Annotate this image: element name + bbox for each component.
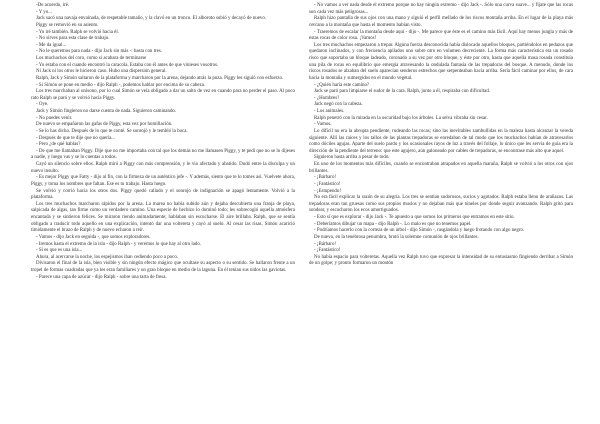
- paragraph: Siguieron hasta arriba a pesar de todo.: [314, 155, 390, 161]
- paragraph: En uno de los momentos más difíciles, cuando se encontraban atrapados en aquella maraña, Ralph se volvió a los otros con ojos brillantes.: [309, 162, 573, 174]
- paragraph: - Esto sí que es explorar - dijo Jack -. Te apuesto a que somos los primeros que entramos en este sitio.: [314, 215, 515, 220]
- paragraph: - ¿Hombres?: [314, 95, 340, 101]
- paragraph: - Me da igual...: [36, 42, 67, 48]
- paragraph: - ¡Fantástico!: [314, 248, 341, 254]
- paragraph: - Es mejor Piggy que Fatty - dijo al fin, con la firmeza de un auténtico jefe -. Y además, siento que te lo tomes así. Vuelvete ahora, Piggy, y toma los nombres que faltan. Ese es tu trabajo. Hasta luego.: [31, 175, 295, 187]
- paragraph: - Oye.: [36, 102, 49, 108]
- paragraph: Se volvió y corrió hacia los otros dos. Piggy quedó callado y el sonrojo de indignación se apagó lentamente. Volvió a la plataforma.: [31, 188, 295, 201]
- paragraph: - ¡Estupendo!: [314, 188, 342, 194]
- paragraph: - Iremos hasta el extremo de la isla - dijo Ralph - y veremos lo que hay al otro lado.: [36, 241, 202, 247]
- paragraph: Jack negó con la cabeza.: [314, 102, 363, 108]
- paragraph: - ¡Bárbaro!: [314, 175, 337, 181]
- paragraph: - ¿Quién haría este camino?: [314, 82, 370, 88]
- paragraph: Los muchachos del coro, como si acabara de terminarse: [36, 56, 147, 61]
- paragraph: - No le queremos para nada - dijo Jack sin más -: basta con tres.: [36, 49, 163, 55]
- paragraph: - Pero ¿de qué hablas?: [36, 142, 81, 148]
- paragraph: Jack se paró para limpiarse el sudor de la cara. Ralph, junto a él, respiraba con dificultad.: [314, 89, 491, 95]
- paragraph: - Si es que es una isla...: [36, 248, 83, 254]
- paragraph: Ralph penetró con la mirada en la oscuridad bajo los árboles. La selva vibraba sin cesar.: [314, 115, 488, 121]
- paragraph: - ¡Fantástico!: [314, 181, 341, 187]
- paragraph: Ralph, Jack y Simón saltaron de la plataforma y marcharon por la arena, dejando atrás la poza. Piggy les siguió con esfuerzo.: [36, 75, 284, 81]
- paragraph: -De acuerdo, iré.: [36, 3, 70, 8]
- paragraph: - Yo estaba con el cuando encontró la caracola. Estaba con él antes de que vinieses vosotros.: [36, 62, 219, 68]
- paragraph: Los tres muchachos empezaron a trepar. Alguna fuerza desconocida había dislocado aquellos bloques, partiéndolos en pedazos que quedaron inclinados, y con frecuencia apilados uno sobre otro en volumen decreciente. La forma más característica era un rosado risco que soportaba un bloque ladeado, coronado a su vez por otro bloque, y éste por otro, hasta que aquella masa rosada constituía una pila de rocas en equilibrio que emergía atravesando la ondulada fantasía de las trepadoras del bosque. A menudo, donde los riscos rosados se alzaban del suelo aparecían senderos estrechos que serpenteaban hacia arriba. Sería fácil caminar por ellos, de cara hacia la montaña y sumergidos en el mundo vegetal.: [309, 42, 573, 81]
- right-column: [309, 3, 573, 424]
- paragraph: - Parece una capa de azúcar - dijo Ralph - sobre una tarta de fresa.: [36, 274, 167, 280]
- paragraph: Ni Jack ni los otros le hicieron caso. Hubo una dispersión general.: [36, 69, 167, 75]
- paragraph: - Traeremos de escalar la montaña desde aquí - dijo -. Me parece que éste es el camino más fácil. Aquí hay menos jungla y más de estas rocas de color rosa. ¡Vamos!: [309, 29, 573, 42]
- paragraph: Jack y Simón fingieron no darse cuenta de nada. Siguieron caminando.: [36, 109, 177, 114]
- paragraph: - Yo iré también. Ralph se volvió hacia él.: [36, 29, 119, 35]
- paragraph: Jack sacó una navaja envainada, de respetable tamaño, y la clavó en un tronco. El alboroto subió y decayó de nuevo.: [36, 16, 267, 22]
- paragraph: - No vamos a ver nada desde el extremo porque no hay ningún extremo - dijo Jack -. Sólo una curva suave... y fíjate que las rocas son cada vez más peligrosas...: [309, 3, 573, 15]
- paragraph: No era fácil explicar la razón de su alegría. Los tres se sentían sudorosos, sucios y agotados. Ralph estaba lleno de arañazos. Las trepadoras eran tan gruesas como sus propios muslos y no dejaban más que túneles por donde seguir avanzando. Ralph gritó para sondear, y escucharon los ecos amortiguados.: [309, 195, 573, 214]
- paragraph: - De que me llamaban Piggy. Dije que no me importaba con tal que los demás no me llamasen Piggy, y te pedí que no se lo dijeses a nadie, y luego vas y se lo cuentas a todos.: [31, 148, 295, 161]
- paragraph: - Los animales.: [314, 109, 345, 114]
- paragraph: - No sirves para esta clase de trabajo.: [36, 36, 110, 42]
- paragraph: No había espacio para volteretas. Aquella vez Ralph tuvo que expresar la intensidad de su entusiasmo fingiendo derribar a Simón de un golpe; y pronto formaron un montón: [309, 254, 573, 267]
- paragraph: Piggy se removió en su asiento.: [36, 22, 99, 28]
- paragraph: - Y yo...: [36, 9, 52, 15]
- paragraph: - Si Simón se pone en medio - dijo Ralph -, podemos hablar por encima de su cabeza.: [36, 82, 206, 88]
- paragraph: - Deberíamos dibujar un mapa - dijo Ralph -. Lo malo es que no tenemos papel.: [314, 221, 472, 227]
- paragraph: De nuevo, en la tenebrosa penumbra, brotó la solemne comunión de ojos brillantes.: [314, 234, 479, 240]
- paragraph: - Se lo has dicho. Después de lo que te conté. Se sonrojó y le tembló la boca.: [36, 128, 188, 134]
- paragraph: Los tres muchachos marcharon rápidos por la arena. La marea no había subido aún y dejaba descubierta una franja de playa, salpicada de algas, tan firme como un verdadero camino. Una especie de hechizo lo dominó todo; les sobrecogió aquella atmósfera encantada y se sintieron felices. Se miraron riendo animadamente; hablaban sin escucharse. El aire brillaba. Ralph, que se sentía obligado a traducir todo aquello en una explicación, intentó dar una voltereta y cayó al suelo. Al cesar las risas, Simón acarició tímidamente el brazo de Ralph y de nuevo echaron a reír.: [31, 201, 295, 234]
- paragraph: Divisaron el final de la isla, bien visible y sin ningún efecto mágico que ocultase su aspecto o su sentido. Se hallaron frente a un tropel de formas cuadradas que ya les eran familiares y un gran bloque en medio de la laguna. En él tenían sus nidos las gaviotas.: [31, 261, 295, 273]
- paragraph: Lo difícil no era la abrupta pendiente, rodeando las rocas; sino las inevitables zambullidas en la maleza hasta alcanzar la vereda siguiente. Allí las raíces y los tallos de las plantas trepadoras se enredaban de tal modo que los muchachos habían de atravesarlos como dóciles agujas. Aparte del suelo pardo y los ocasionales rayos de luz a través del follaje, lo único que les servía de guía era la dirección de la pendiente del terreno: que este agujero, aún galoneado por cables de trepadoras, se encontrase más alto que aquel.: [309, 128, 573, 154]
- paragraph: Ahora, al acercarse la noche, los espejismos iban cediendo poco a poco.: [36, 254, 179, 260]
- paragraph: Los tres marchaban al unísono, por lo cual Simón se veía obligado a dar un salto de vez en cuando para no perder el paso. Al poco rato Ralph se paró y se volvió hacia Piggy.: [31, 89, 295, 101]
- paragraph: - ¡Bárbaro!: [314, 241, 337, 247]
- paragraph: - Después de que te dije que no quería...: [36, 135, 116, 141]
- paragraph: - Podríamos hacerlo con la corteza de un árbol - dijo Simón -, rasgándola y luego frotando con algo negro.: [314, 228, 525, 234]
- paragraph: Cayó un silencio sobre ellos. Ralph miró a Piggy con más comprensión, y le vio afectado y abatido. Dudó entre la disculpa y un nuevo insulto.: [31, 162, 295, 174]
- paragraph: - Vamos - dijo Jack en seguida -, que somos exploradores.: [36, 234, 151, 240]
- left-column: [31, 3, 295, 424]
- paragraph: - No puedes venir.: [36, 115, 73, 121]
- paragraph: Ralph hizo pantalla de sus ojos con una mano y siguió el perfil mellado de los riscos montaña arriba. En el lugar de la playa más cercano a la montaña que hasta el momento habían visto.: [309, 16, 573, 28]
- paragraph: - Vamos.: [314, 122, 332, 128]
- paragraph: De nuevo se empañaron las gafas de Piggy, esta vez por humillación.: [36, 122, 173, 128]
